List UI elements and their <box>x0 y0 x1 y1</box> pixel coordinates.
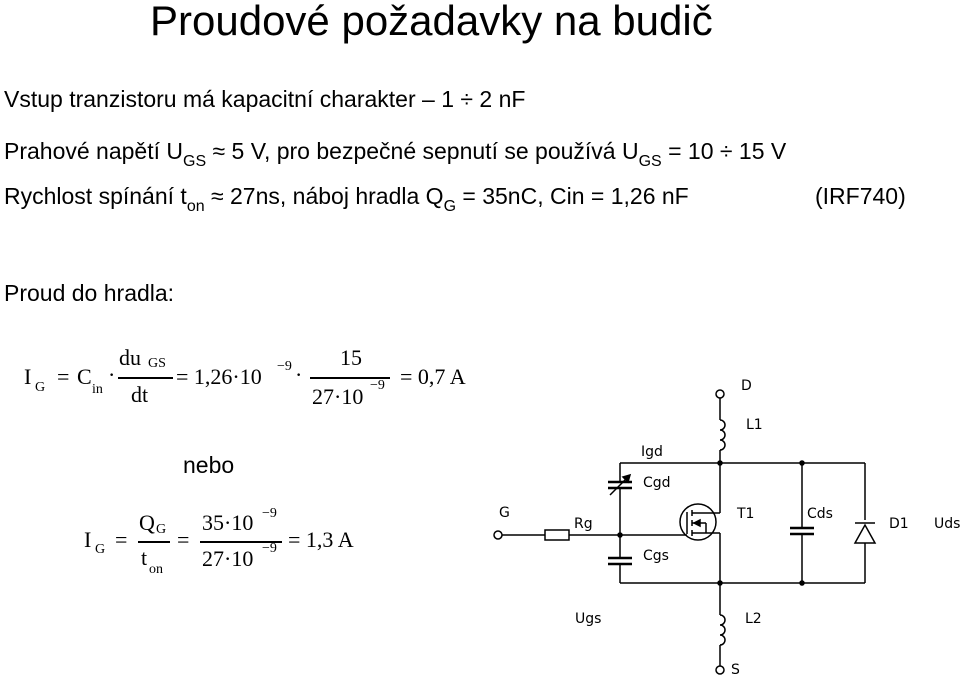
eq1-c: C <box>77 364 92 389</box>
text-line-input-capacitance: Vstup tranzistoru má kapacitní charakter – 1 ÷ 2 nF <box>4 86 526 112</box>
text-line-switching-speed <box>4 183 689 215</box>
nebo-label: nebo <box>183 452 235 478</box>
label-cgs: Cgs <box>643 548 669 564</box>
text-segment: = 35nC, Cin = 1,26 nF <box>456 183 689 209</box>
eq1-exponent2: −9 <box>370 378 385 393</box>
eq2-equals2: = <box>177 527 190 552</box>
text-segment: ≈ 5 V, pro bezpečné sepnutí se používá U <box>206 138 639 164</box>
eq2-equals: = <box>115 527 128 552</box>
diode-d1 <box>855 525 875 543</box>
resistor-rg <box>545 530 569 540</box>
label-ugs: Ugs <box>575 611 602 627</box>
page-title: Proudové požadavky na budič <box>150 0 713 44</box>
subscript: GS <box>183 153 207 170</box>
source-terminal <box>716 666 724 674</box>
label-rg: Rg <box>574 516 593 532</box>
label-t1: T1 <box>737 506 755 522</box>
eq1-result: = 0,7 A <box>400 364 466 389</box>
label-source: S <box>731 662 740 678</box>
eq2-result: = 1,3 A <box>288 527 354 552</box>
label-uds: Uds <box>934 516 960 532</box>
inductor-l2 <box>720 615 725 645</box>
eq2-denominator: t <box>141 545 148 570</box>
eq1-numerator2: 15 <box>340 345 362 370</box>
eq1-value: = 1,26·10 <box>176 364 262 389</box>
eq2-i-sub: G <box>95 542 106 557</box>
eq2-numerator-sub: G <box>156 522 167 537</box>
eq1-dot2: · <box>295 362 303 387</box>
inductor-l1 <box>720 420 725 450</box>
eq2-numerator2: 35·10 <box>202 510 254 535</box>
eq2-denominator-sub: on <box>149 562 163 577</box>
eq2-i: I <box>84 527 92 552</box>
label-l1: L1 <box>746 417 763 433</box>
text-segment: = 10 ÷ 15 V <box>661 138 787 164</box>
eq1-fraction-bar <box>118 377 173 379</box>
subscript: G <box>443 198 457 215</box>
eq2-denominator2: 27·10 <box>202 546 254 571</box>
eq1-i-sub: G <box>35 380 46 395</box>
label-l2: L2 <box>745 611 762 627</box>
text-line-threshold-voltage <box>4 138 787 170</box>
eq2-exponent2: −9 <box>262 541 277 556</box>
eq1-numerator-sub: GS <box>148 356 166 371</box>
eq2-numerator: Q <box>139 510 155 535</box>
subscript: on <box>186 198 205 215</box>
label-d1: D1 <box>889 516 909 532</box>
eq2-exponent: −9 <box>262 506 277 521</box>
eq1-dot: · <box>108 362 116 387</box>
eq1-denominator2: 27·10 <box>312 384 364 409</box>
text-segment: ≈ 27ns, náboj hradla Q <box>204 183 444 209</box>
mosfet-circuit-diagram <box>480 370 960 678</box>
text-segment: Rychlost spínání t <box>4 183 187 209</box>
eq1-i: I <box>24 364 32 389</box>
text-segment: Prahové napětí U <box>4 138 184 164</box>
eq1-exponent: −9 <box>277 359 292 374</box>
label-cds: Cds <box>807 506 833 522</box>
gate-current-heading: Proud do hradla: <box>4 280 175 306</box>
label-gate: G <box>499 505 510 521</box>
eq1-numerator: du <box>119 345 141 370</box>
drain-terminal <box>716 390 724 398</box>
eq1-equals: = <box>57 364 70 389</box>
subscript: GS <box>638 153 662 170</box>
gate-terminal <box>494 531 502 539</box>
transistor-type-label: (IRF740) <box>815 183 906 209</box>
label-cgd: Cgd <box>643 475 671 491</box>
eq1-denominator: dt <box>131 382 149 407</box>
label-drain: D <box>741 378 752 394</box>
eq1-c-sub: in <box>92 382 103 397</box>
label-igd: Igd <box>641 444 663 460</box>
eq2-fraction-bar <box>138 541 170 543</box>
